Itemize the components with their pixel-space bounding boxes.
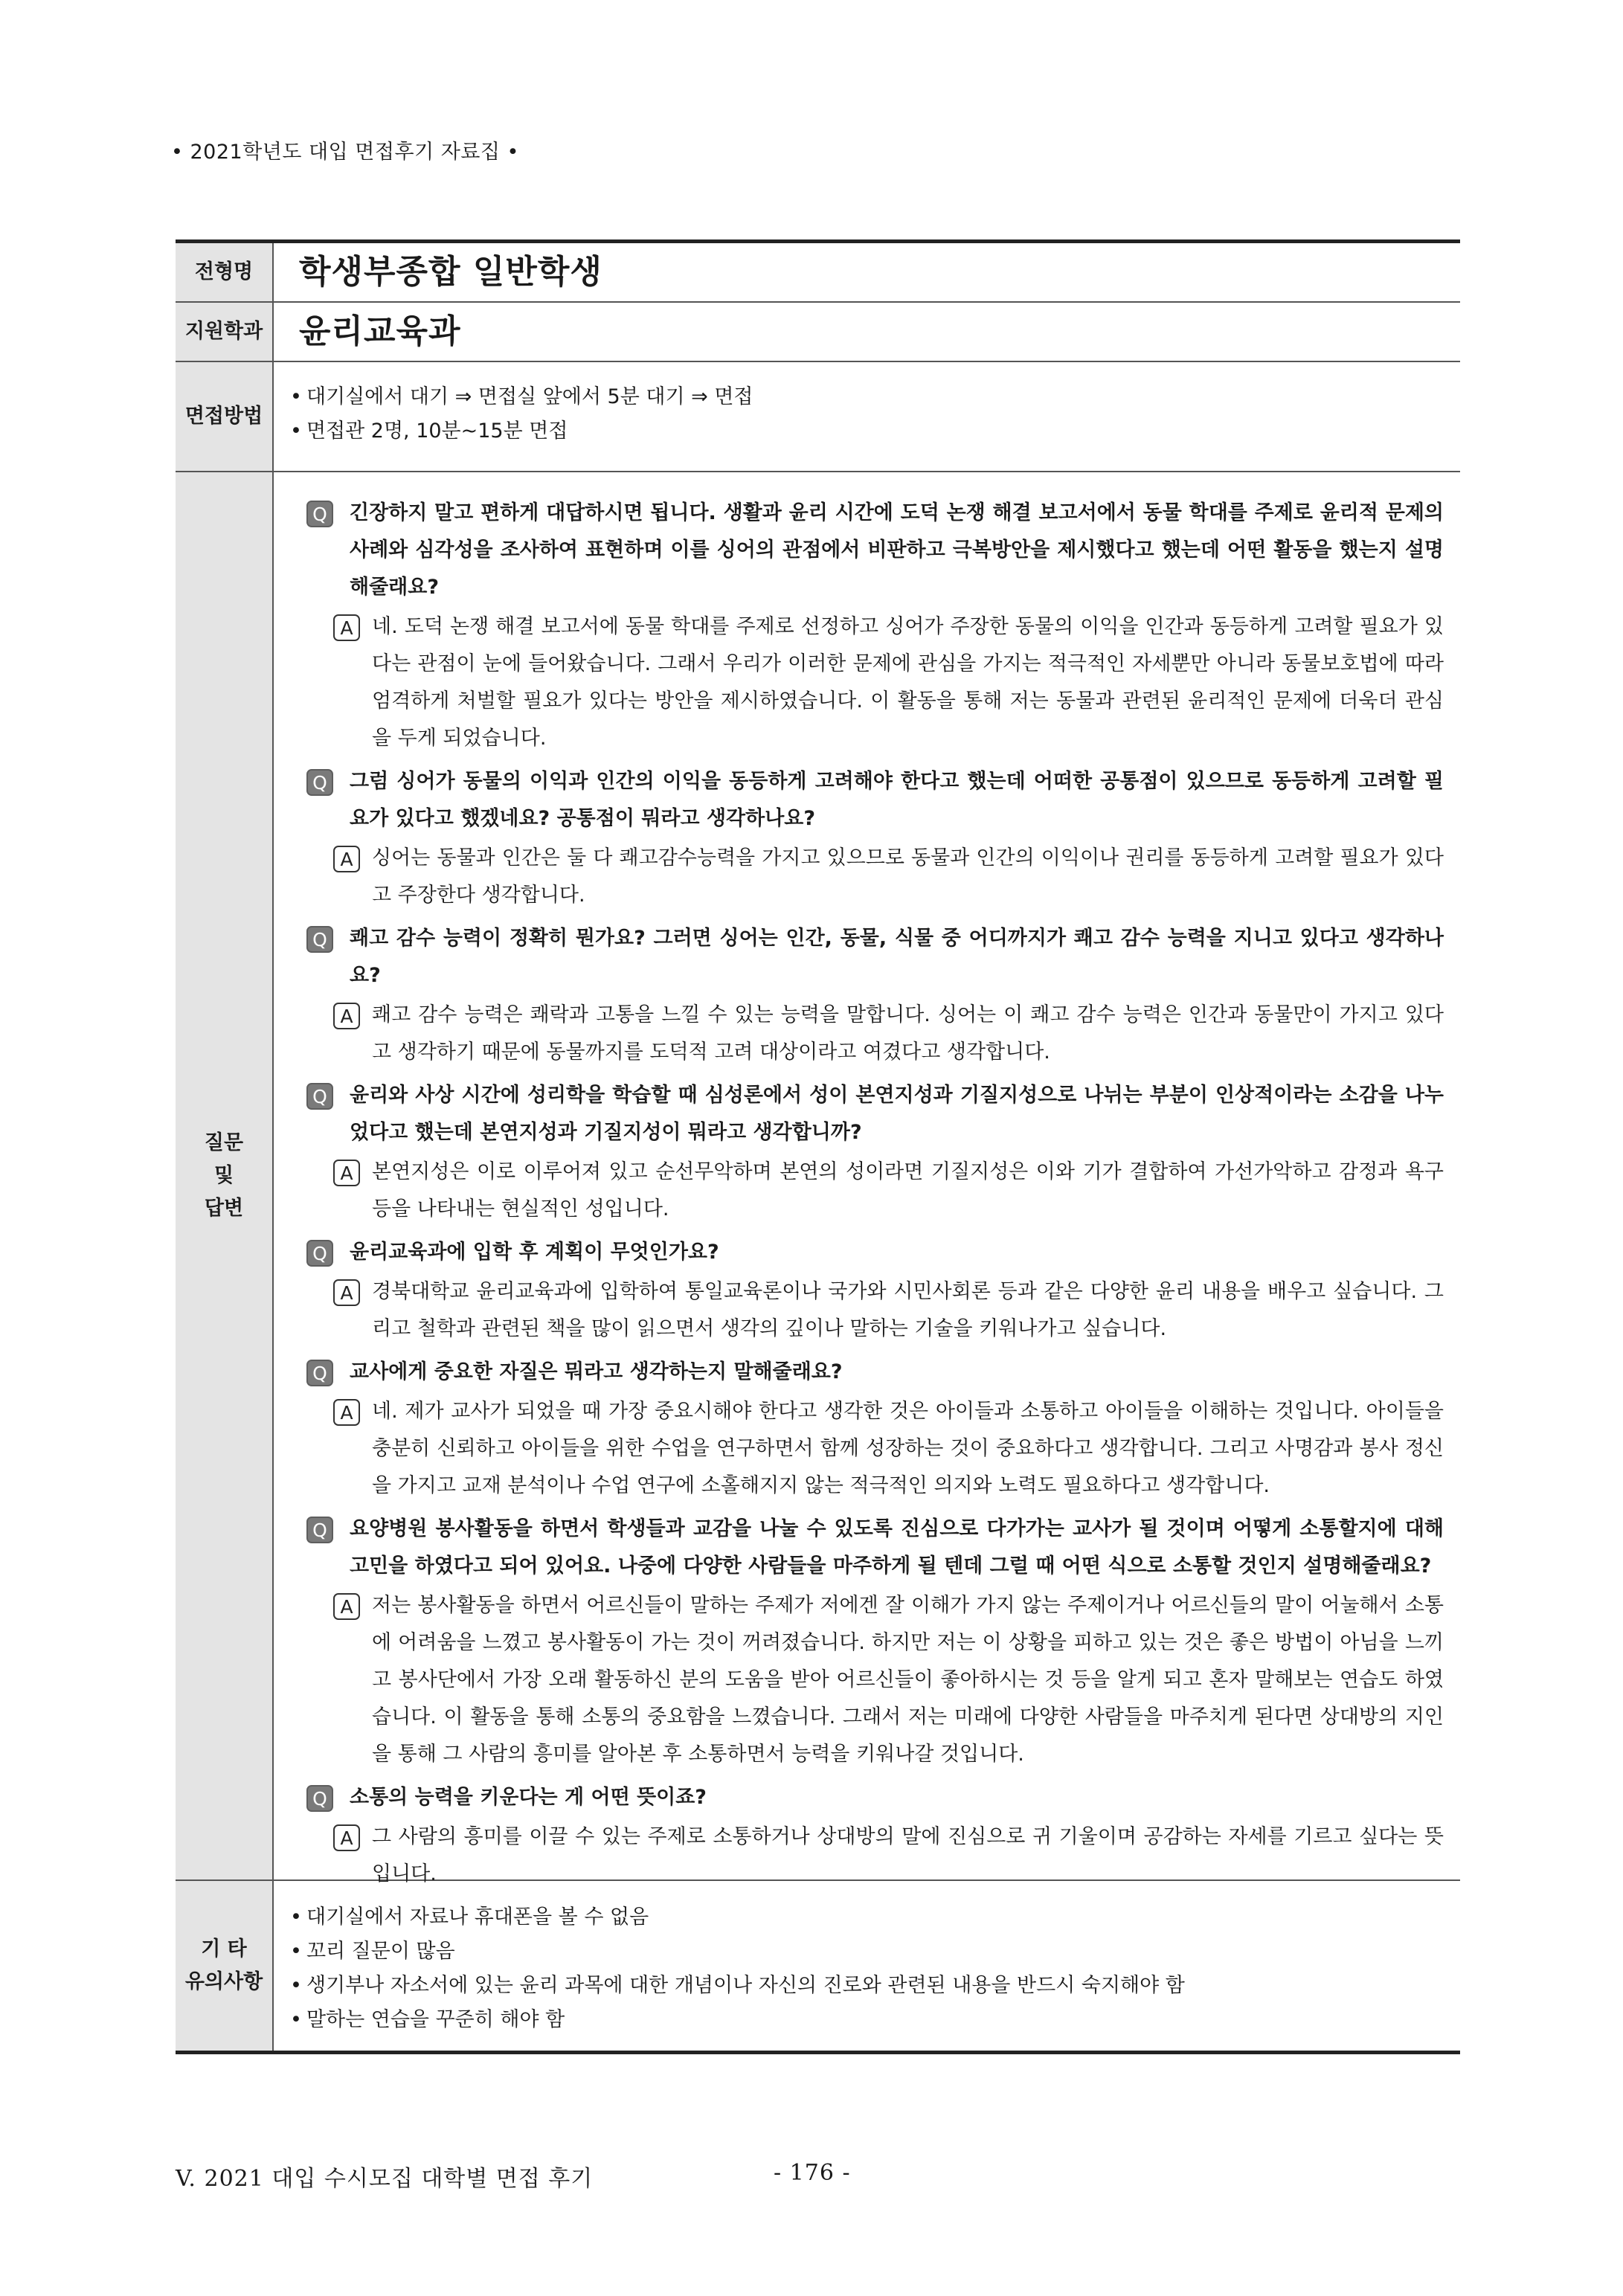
question [290, 1511, 1444, 1585]
question [290, 1234, 1444, 1271]
question-text: 그럼 싱어가 동물의 이익과 인간의 이익을 동등하게 고려해야 한다고 했는데 어떠한 공통점이 있으므로 동등하게 고려할 필요가 있다고 했겠네요? 공통점이 뭐라고 생각하나요? [350, 770, 1444, 830]
question-badge-icon: Q [306, 769, 333, 796]
method-item: • 대기실에서 대기 ⇒ 면접실 앞에서 5분 대기 ⇒ 면접 [290, 380, 1444, 414]
question-badge-icon: Q [306, 1785, 333, 1812]
question [290, 763, 1444, 837]
other-notes-label-line: 유의사항 [184, 1970, 263, 1993]
question-text: 소통의 능력을 키운다는 게 어떤 뜻이죠? [350, 1786, 707, 1809]
answer [290, 608, 1444, 757]
answer-badge-icon: A [333, 1279, 360, 1306]
answer [290, 1587, 1444, 1773]
answer-badge-icon: A [333, 1160, 360, 1186]
answer [290, 1819, 1444, 1893]
admission-type-value: 학생부종합 일반학생 [299, 253, 602, 291]
answer-text: 경북대학교 윤리교육과에 입학하여 통일교육론이나 국가와 시민사회론 등과 같은 다양한 윤리 내용을 배우고 싶습니다. 그리고 철학과 관련된 책을 많이 읽으면서 생각의 깊이나 말하는 기술을 키워나가고 싶습니다. [372, 1280, 1444, 1340]
question [290, 495, 1444, 606]
question-text: 교사에게 중요한 자질은 뭐라고 생각하는지 말해줄래요? [350, 1360, 843, 1383]
answer-text: 본연지성은 이로 이루어져 있고 순선무악하며 본연의 성이라면 기질지성은 이와 기가 결합하여 가선가악하고 감정과 욕구 등을 나타내는 현실적인 성입니다. [372, 1160, 1444, 1221]
question-text: 윤리와 사상 시간에 성리학을 학습할 때 심성론에서 성이 본연지성과 기질지성으로 나뉘는 부분이 인상적이라는 소감을 나누었다고 했는데 본연지성과 기질지성이 뭐라고 생각합니까? [350, 1084, 1444, 1144]
interview-method-label: 면접방법 [176, 362, 274, 471]
answer [290, 840, 1444, 914]
question-text: 요양병원 봉사활동을 하면서 학생들과 교감을 나눌 수 있도록 진심으로 다가가는 교사가 될 것이며 어떻게 소통할지에 대해 고민을 하였다고 되어 있어요. 나중에 다양한 사람들을 마주하게 될 텐데 그럴 때 어떤 식으로 소통할 것인지 설명해줄래요? [350, 1517, 1444, 1578]
note-item: • 말하는 연습을 꾸준히 해야 함 [290, 2003, 1444, 2037]
answer-badge-icon: A [333, 846, 360, 872]
department-label: 지원학과 [176, 303, 274, 361]
method-item: • 면접관 2명, 10분~15분 면접 [290, 414, 1444, 448]
answer-text: 쾌고 감수 능력은 쾌락과 고통을 느낄 수 있는 능력을 말합니다. 싱어는 이 쾌고 감수 능력은 인간과 동물만이 가지고 있다고 생각하기 때문에 동물까지를 도덕적 고려 대상이라고 여겼다고 생각합니다. [372, 1003, 1444, 1064]
question-text: 쾌고 감수 능력이 정확히 뭔가요? 그러면 싱어는 인간, 동물, 식물 중 어디까지가 쾌고 감수 능력을 지니고 있다고 생각하나요? [350, 927, 1444, 987]
row-admission-type [176, 243, 1460, 303]
answer-text: 네. 도덕 논쟁 해결 보고서에 동물 학대를 주제로 선정하고 싱어가 주장한 동물의 이익을 인간과 동등하게 고려할 필요가 있다는 관점이 눈에 들어왔습니다. 그래서 우리가 이러한 문제에 관심을 가지는 적극적인 자세뿐만 아니라 동물보호법에 따라 엄격하게 처벌할 필요가 있다는 방안을 제시하였습니다. 이 활동을 통해 저는 동물과 관련된 윤리적인 문제에 더욱더 관심을 두게 되었습니다. [372, 615, 1444, 750]
answer [290, 997, 1444, 1071]
department-value: 윤리교육과 [299, 312, 461, 350]
row-questions-answers [176, 472, 1460, 1885]
answer-badge-icon: A [333, 1003, 360, 1029]
note-item: • 대기실에서 자료나 휴대폰을 볼 수 없음 [290, 1900, 1444, 1935]
document-header: • 2021학년도 대입 면접후기 자료집 • [171, 141, 519, 164]
page-number: - 176 - [774, 2160, 851, 2186]
question [290, 1779, 1444, 1816]
answer [290, 1393, 1444, 1505]
question-text: 윤리교육과에 입학 후 계획이 무엇인가요? [350, 1241, 719, 1264]
footer-section-title: V. 2021 대입 수시모집 대학별 면접 후기 [176, 2166, 594, 2192]
question [290, 920, 1444, 994]
row-department [176, 303, 1460, 362]
answer-badge-icon: A [333, 1593, 360, 1620]
answer-badge-icon: A [333, 1399, 360, 1426]
answer [290, 1154, 1444, 1228]
row-interview-method [176, 362, 1460, 472]
question-badge-icon: Q [306, 501, 333, 527]
qa-label-line: 질문 [204, 1131, 244, 1154]
question [290, 1354, 1444, 1391]
qa-label-line: 및 [213, 1164, 234, 1187]
question-badge-icon: Q [306, 926, 333, 953]
answer-text: 네. 제가 교사가 되었을 때 가장 중요시해야 한다고 생각한 것은 아이들과 소통하고 아이들을 이해하는 것입니다. 아이들을 충분히 신뢰하고 아이들을 위한 수업을 연구하면서 함께 성장하는 것이 중요하다고 생각합니다. 그리고 사명감과 봉사 정신을 가지고 교재 분석이나 수업 연구에 소홀해지지 않는 적극적인 의지와 노력도 필요하다고 생각합니다. [372, 1400, 1444, 1497]
interview-sheet [176, 239, 1460, 2054]
question-badge-icon: Q [306, 1083, 333, 1110]
answer [290, 1273, 1444, 1348]
question-badge-icon: Q [306, 1517, 333, 1543]
note-item: • 꼬리 질문이 많음 [290, 1935, 1444, 1969]
answer-text: 저는 봉사활동을 하면서 어르신들이 말하는 주제가 저에겐 잘 이해가 가지 않는 주제이거나 어르신들의 말이 어눌해서 소통에 어려움을 느꼈고 봉사활동이 가는 것이 꺼려졌습니다. 하지만 저는 이 상황을 피하고 있는 것은 좋은 방법이 아님을 느끼고 봉사단에서 가장 오래 활동하신 분의 도움을 받아 어르신들이 좋아하시는 것 등을 알게 되고 혼자 말해보는 연습도 하였습니다. 이 활동을 통해 소통의 중요함을 느꼈습니다. 그래서 저는 미래에 다양한 사람들을 마주치게 된다면 상대방의 지인을 통해 그 사람의 흥미를 알아본 후 소통하면서 능력을 키워나갈 것입니다. [372, 1594, 1444, 1766]
interview-method-list [290, 362, 1444, 448]
question-badge-icon: Q [306, 1240, 333, 1267]
note-item: • 생기부나 자소서에 있는 윤리 과목에 대한 개념이나 자신의 진로와 관련된 내용을 반드시 숙지해야 함 [290, 1969, 1444, 2003]
answer-text: 싱어는 동물과 인간은 둘 다 쾌고감수능력을 가지고 있으므로 동물과 인간의 이익이나 권리를 동등하게 고려할 필요가 있다고 주장한다 생각합니다. [372, 846, 1444, 907]
other-notes-list [290, 1881, 1444, 2037]
answer-text: 그 사람의 흥미를 이끌 수 있는 주제로 소통하거나 상대방의 말에 진심으로 귀 기울이며 공감하는 자세를 기르고 싶다는 뜻입니다. [372, 1825, 1444, 1885]
row-other-notes [176, 1881, 1460, 2051]
qa-label-line: 답변 [204, 1197, 244, 1220]
admission-type-label: 전형명 [176, 243, 274, 301]
qa-list [274, 472, 1460, 1885]
question-badge-icon: Q [306, 1360, 333, 1386]
other-notes-label [176, 1881, 274, 2051]
answer-badge-icon: A [333, 614, 360, 641]
question-text: 긴장하지 말고 편하게 대답하시면 됩니다. 생활과 윤리 시간에 도덕 논쟁 해결 보고서에서 동물 학대를 주제로 윤리적 문제의 사례와 심각성을 조사하여 표현하며 이를 싱어의 관점에서 비판하고 극복방안을 제시했다고 했는데 어떤 활동을 했는지 설명해줄래요? [350, 501, 1444, 599]
qa-label [176, 472, 274, 1879]
other-notes-label-line: 기 타 [201, 1938, 247, 1961]
answer-badge-icon: A [333, 1824, 360, 1851]
question [290, 1077, 1444, 1151]
